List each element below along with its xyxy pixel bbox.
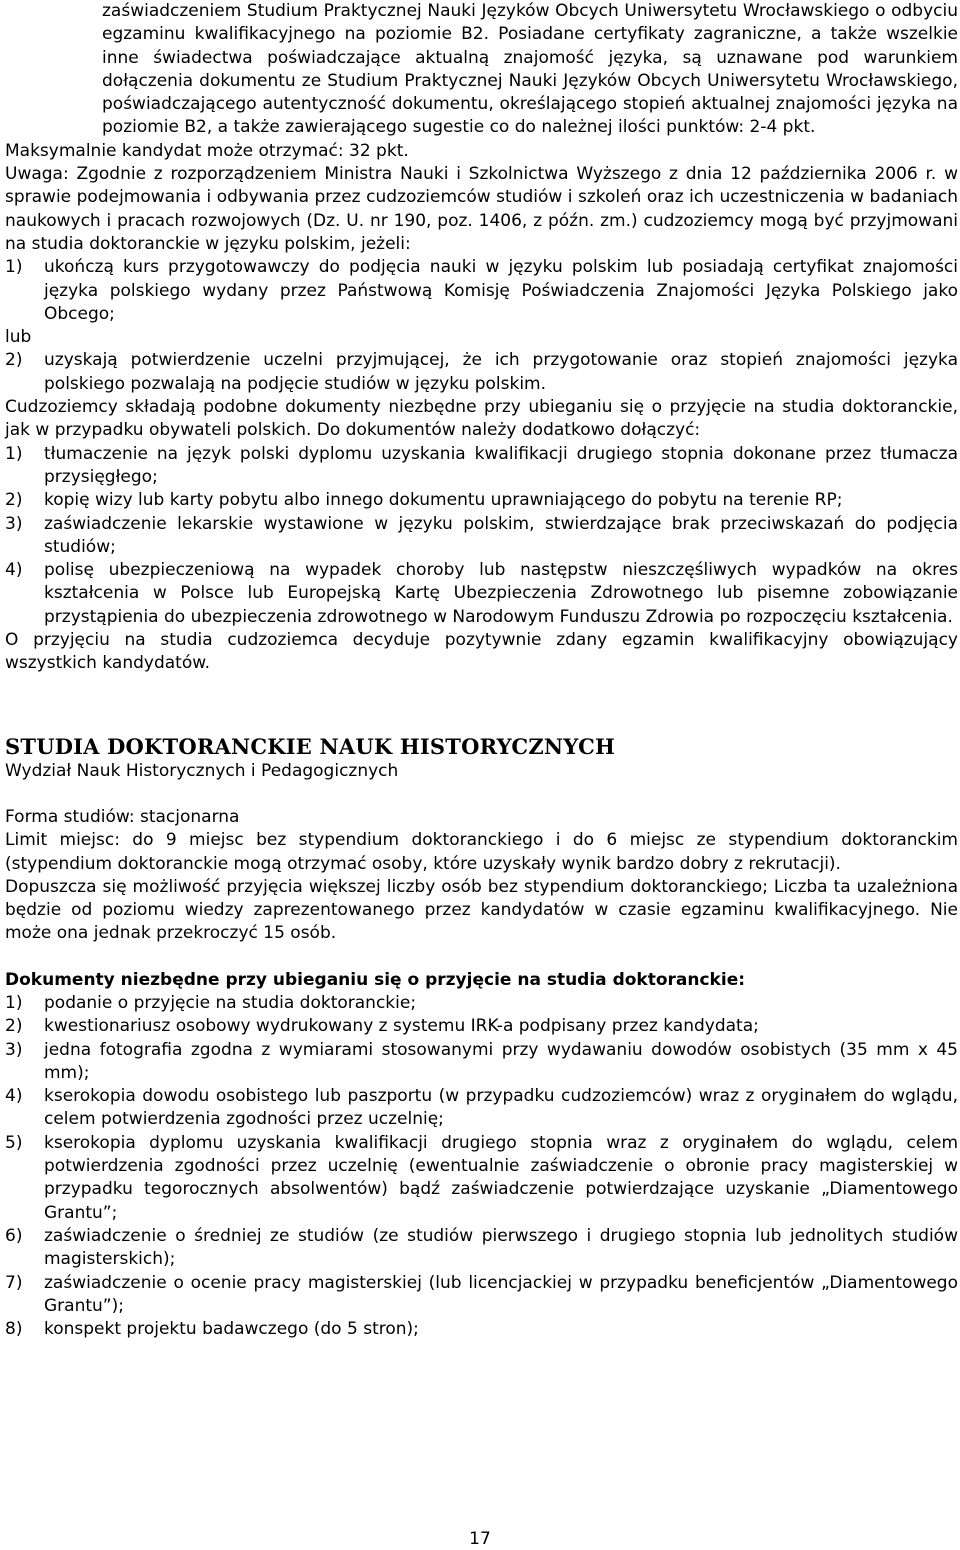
list-item-number: 2) [5,350,23,371]
spacer [5,783,958,806]
list-item-text: jedna fotografia zgodna z wymiarami stosowanymi przy wydawaniu dowodów osobistych (35 mm x 45 mm); [44,1039,958,1083]
documents-heading: Dokumenty niezbędne przy ubieganiu się o przyjęcie na studia doktoranckie: [5,969,746,990]
places-limit: Limit miejsc: do 9 miejsc bez stypendium doktoranckiego i do 6 miejsc ze stypendium doktoranckim (stypendium doktoranckie mogą otrzymać osoby, które uzyskały wynik bardzo dobry z rekrutacji). [5,830,958,874]
list-item [5,559,958,629]
faculty-name: Wydział Nauk Historycznych i Pedagogicznych [5,760,399,781]
foreigners-docs-paragraph: Cudzoziemcy składają podobne dokumenty niezbędne przy ubieganiu się o przyjęcie na studia doktoranckie, jak w przypadku obywateli polskich. Do dokumentów należy dodatkowo dołączyć: [5,397,958,441]
list-item [5,349,958,396]
list-item-number: 3) [5,1039,23,1060]
list-item-text: kwestionariusz osobowy wydrukowany z systemu IRK-a podpisany przez kandydata; [44,1016,759,1037]
list-item-number: 1) [5,443,23,464]
list-item [5,1225,958,1272]
list-item-number: 6) [5,1225,23,1246]
admission-note: Dopuszcza się możliwość przyjęcia większej liczby osób bez stypendium doktoranckiego; Liczba ta uzależniona będzie od poziomu wiedzy zaprezentowanego przez kandydatów w czasie egzaminu kwalifikacyjnego. Nie może ona jednak przekroczyć 15 osób. [5,876,958,944]
section-title: STUDIA DOKTORANCKIE NAUK HISTORYCZNYCH [5,733,616,759]
list-item [5,489,958,512]
regulation-note: Uwaga: Zgodnie z rozporządzeniem Ministra Nauki i Szkolnictwa Wyższego z dnia 12 października 2006 r. w sprawie podejmowania i odbywania przez cudzoziemców studiów i szkoleń oraz ich uczestniczenia w badaniach naukowych i pracach rozwojowych (Dz. U. nr 190, poz. 1406, z późn. zm.) cudzoziemcy mogą być przyjmowani na studia doktoranckie w języku polskim, jeżeli: [5,164,958,254]
list-item-text: polisę ubezpieczeniową na wypadek choroby lub następstw nieszczęśliwych wypadków na okres kształcenia w Polsce lub Europejską Kartę Ubezpieczenia Zdrowotnego lub pisemne zobowiązanie przystąpienia do ubezpieczenia zdrowotnego w Narodowym Funduszu Zdrowia po rozpoczęciu kształcenia. [44,560,958,627]
list-item-text: tłumaczenie na język polski dyplomu uzyskania kwalifikacji drugiego stopnia dokonane przez tłumacza przysięgłego; [44,443,958,487]
study-form: Forma studiów: stacjonarna [5,806,240,827]
list-item [5,443,958,490]
spacer [5,946,958,969]
list-item [5,1039,958,1086]
list-item [5,1085,958,1132]
list-item-text: konspekt projektu badawczego (do 5 stron); [44,1319,419,1340]
list-item-number: 7) [5,1272,23,1293]
spacer [5,676,958,734]
list-item [5,1318,958,1341]
page-number: 17 [469,1529,491,1549]
list-item-text: kserokopia dowodu osobistego lub paszportu (w przypadku cudzoziemców) wraz z oryginałem do wglądu, celem potwierdzenia zgodności przez uczelnię; [44,1086,958,1130]
list-item-number: 4) [5,1086,23,1107]
list-item [5,513,958,560]
list-item [5,1015,958,1038]
decision-paragraph: O przyjęciu na studia cudzoziemca decyduje pozytywnie zdany egzamin kwalifikacyjny obowiązujący wszystkich kandydatów. [5,630,958,674]
or-connector: lub [5,327,32,348]
document-page [5,0,958,1341]
continued-paragraph: zaświadczeniem Studium Praktycznej Nauki Języków Obcych Uniwersytetu Wrocławskiego o odbyciu egzaminu kwalifikacyjnego na poziomie B2. Posiadane certyfikaty zagraniczne, a także wszelkie inne świadectwa poświadczające aktualną znajomość języka, są uznawane pod warunkiem dołączenia dokumentu ze Studium Praktycznej Nauki Języków Obcych Uniwersytetu Wrocławskiego, poświadczającego autentyczność dokumentu, określającego stopień aktualnej znajomości języka na poziomie B2, a także zawierającego sugestie co do należnej ilości punktów: 2-4 pkt. [102,1,958,138]
list-item-text: zaświadczenie o ocenie pracy magisterskiej (lub licencjackiej w przypadku beneficjentów „Diamentowego Grantu”); [44,1272,958,1316]
list-item-number: 2) [5,1016,23,1037]
max-points-line: Maksymalnie kandydat może otrzymać: 32 pkt. [5,140,409,161]
list-item [5,1272,958,1319]
list-item [5,256,958,326]
list-item [5,1132,958,1225]
list-item-text: kserokopia dyplomu uzyskania kwalifikacji drugiego stopnia wraz z oryginałem do wglądu, celem potwierdzenia zgodności przez uczelnię (ewentualnie zaświadczenie o obronie pracy magisterskiej w przypadku tegorocznych absolwentów) bądź zaświadczenie potwierdzające uzyskanie „Diamentowego Grantu”; [44,1132,958,1223]
list-item-text: ukończą kurs przygotowawczy do podjęcia nauki w języku polskim lub posiadają certyfikat znajomości języka polskiego wydany przez Państwową Komisję Poświadczenia Znajomości Języka Polskiego jako Obcego; [44,257,958,324]
list-item-text: kopię wizy lub karty pobytu albo innego dokumentu uprawniającego do pobytu na terenie RP; [44,490,843,511]
list-item-text: zaświadczenie o średniej ze studiów (ze studiów pierwszego i drugiego stopnia lub jednolitych studiów magisterskich); [44,1225,958,1270]
list-item-number: 4) [5,560,23,581]
list-item [5,992,958,1015]
list-item-number: 1) [5,992,23,1013]
list-item-number: 5) [5,1132,23,1153]
list-item-number: 2) [5,490,23,511]
list-item-number: 1) [5,257,23,278]
list-item-number: 8) [5,1319,23,1340]
list-item-text: podanie o przyjęcie na studia doktoranckie; [44,992,417,1013]
list-item-text: zaświadczenie lekarskie wystawione w języku polskim, stwierdzające brak przeciwskazań do podjęcia studiów; [44,513,958,557]
list-item-number: 3) [5,513,23,534]
list-item-text: uzyskają potwierdzenie uczelni przyjmującej, że ich przygotowanie oraz stopień znajomości języka polskiego pozwalają na podjęcie studiów w języku polskim. [44,350,958,394]
